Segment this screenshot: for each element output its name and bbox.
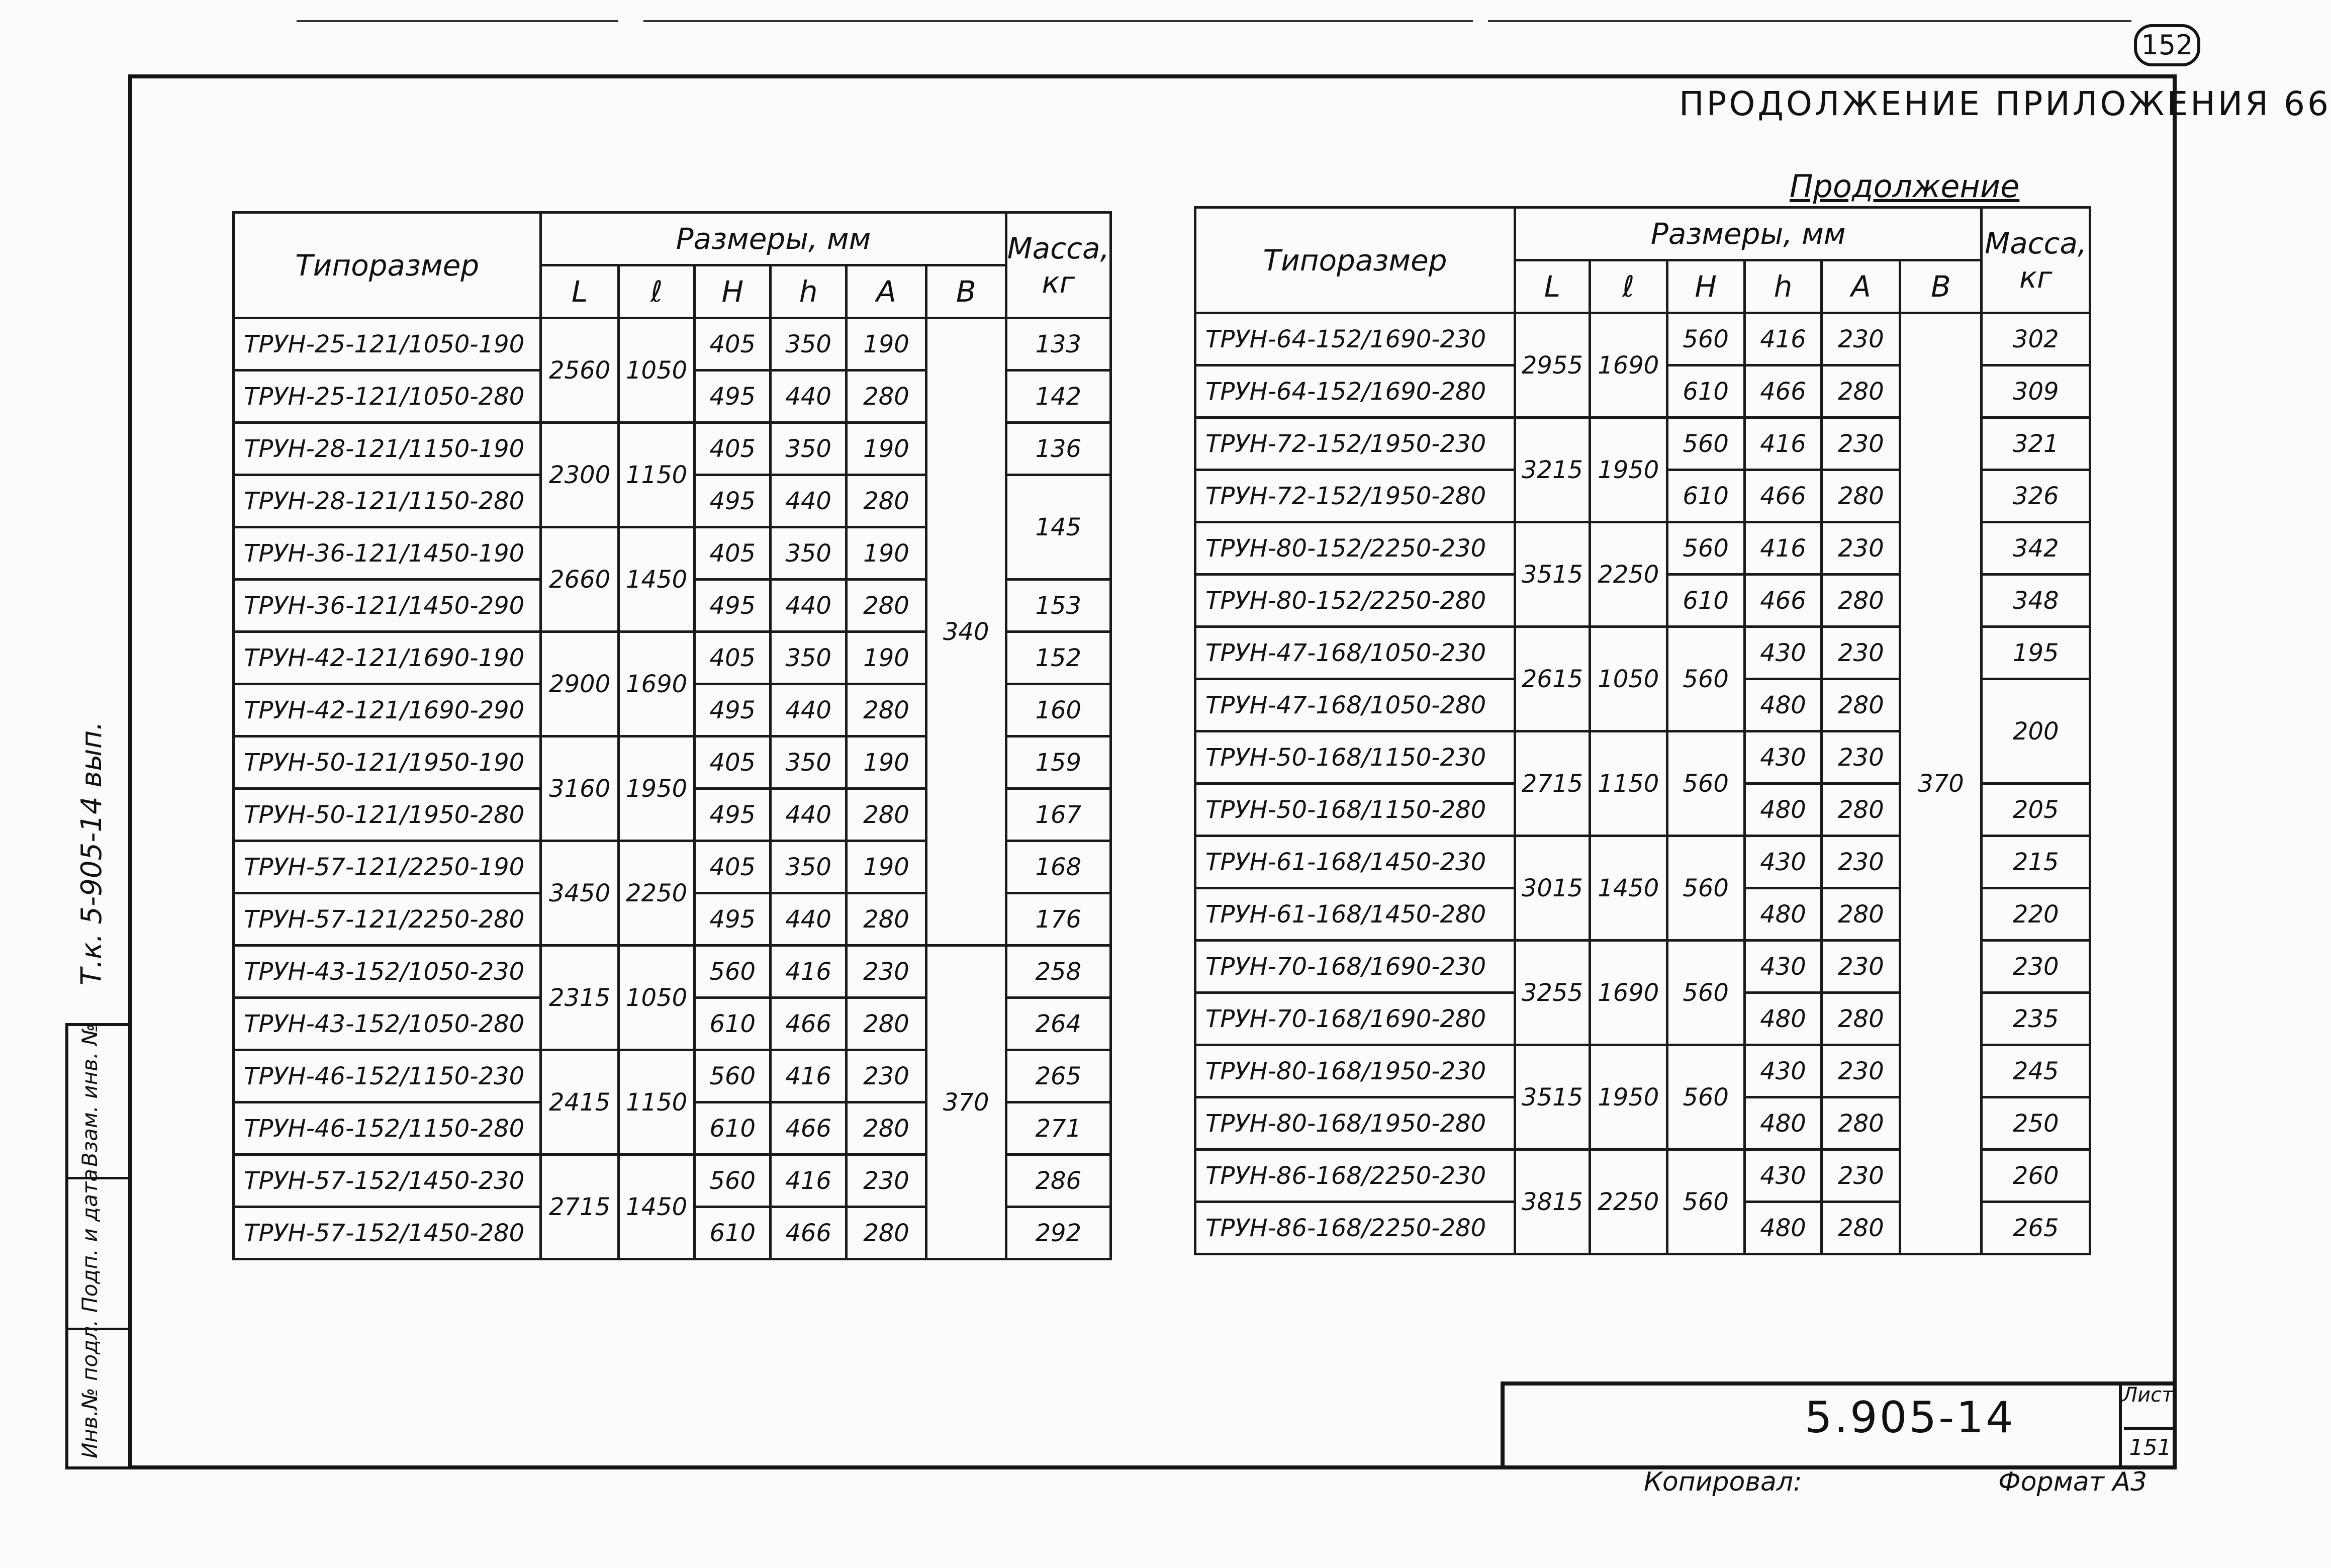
- A-cell: 280: [1822, 1097, 1900, 1150]
- col-header-l: ℓ: [618, 265, 695, 318]
- l-cell: 2250: [618, 841, 695, 946]
- type-cell: ТРУН-72-152/1950-230: [1195, 418, 1515, 470]
- type-cell: ТРУН-57-152/1450-280: [234, 1207, 541, 1259]
- col-header-mass: Масса, кг: [1982, 208, 2090, 313]
- col-header-B: B: [926, 265, 1006, 318]
- A-cell: 280: [847, 475, 926, 527]
- mass-cell: 292: [1006, 1207, 1110, 1259]
- L-cell: 2900: [541, 632, 618, 736]
- L-cell: 3255: [1515, 941, 1590, 1045]
- type-cell: ТРУН-80-168/1950-280: [1195, 1097, 1515, 1150]
- type-cell: ТРУН-50-121/1950-280: [234, 789, 541, 841]
- H-cell: 560: [1667, 836, 1744, 941]
- L-cell: 3160: [541, 736, 618, 841]
- H-cell: 495: [695, 475, 771, 527]
- replace-inv-label: Взам. инв. №: [77, 1023, 102, 1167]
- A-cell: 280: [1822, 575, 1900, 627]
- mass-cell: 168: [1006, 841, 1110, 893]
- type-cell: ТРУН-57-121/2250-280: [234, 893, 541, 946]
- l-cell: 1150: [618, 1050, 695, 1155]
- A-cell: 230: [1822, 941, 1900, 993]
- mass-cell: 245: [1982, 1045, 2090, 1097]
- sheet-number: 151: [2124, 1427, 2177, 1460]
- H-cell: 495: [695, 684, 771, 736]
- A-cell: 280: [1822, 888, 1900, 941]
- A-cell: 230: [1822, 418, 1900, 470]
- col-header-A: A: [847, 265, 926, 318]
- mass-cell: 152: [1006, 632, 1110, 684]
- h-cell: 416: [771, 1050, 847, 1102]
- table-row: [234, 318, 1111, 371]
- type-cell: ТРУН-47-168/1050-280: [1195, 679, 1515, 731]
- H-cell: 405: [695, 423, 771, 475]
- type-cell: ТРУН-46-152/1150-230: [234, 1050, 541, 1102]
- L-cell: 2615: [1515, 627, 1590, 731]
- H-cell: 610: [1667, 470, 1744, 522]
- h-cell: 480: [1744, 888, 1822, 941]
- type-cell: ТРУН-50-168/1150-280: [1195, 784, 1515, 836]
- A-cell: 280: [1822, 470, 1900, 522]
- h-cell: 350: [771, 736, 847, 789]
- type-cell: ТРУН-64-152/1690-230: [1195, 313, 1515, 365]
- type-cell: ТРУН-46-152/1150-280: [234, 1102, 541, 1155]
- continuation-subtitle: Продолжение: [1790, 168, 2020, 205]
- h-cell: 466: [771, 1102, 847, 1155]
- col-header-h: h: [1744, 260, 1822, 313]
- L-cell: 3015: [1515, 836, 1590, 941]
- B-cell: 370: [1900, 313, 1982, 1254]
- appendix-continuation-title: ПРОДОЛЖЕНИЕ ПРИЛОЖЕНИЯ 66: [1679, 84, 2331, 123]
- mass-cell: 167: [1006, 789, 1110, 841]
- l-cell: 1950: [618, 736, 695, 841]
- type-cell: ТРУН-43-152/1050-230: [234, 946, 541, 998]
- A-cell: 190: [847, 841, 926, 893]
- L-cell: 2715: [541, 1155, 618, 1259]
- H-cell: 610: [1667, 575, 1744, 627]
- h-cell: 350: [771, 632, 847, 684]
- type-cell: ТРУН-36-121/1450-190: [234, 527, 541, 580]
- l-cell: 1450: [618, 527, 695, 632]
- l-cell: 2250: [1590, 1150, 1667, 1254]
- mass-cell: 348: [1982, 575, 2090, 627]
- mass-cell: 142: [1006, 371, 1110, 423]
- table-row: [1195, 313, 2090, 365]
- l-cell: 1690: [1590, 941, 1667, 1045]
- H-cell: 405: [695, 736, 771, 789]
- mass-cell: 342: [1982, 522, 2090, 575]
- type-cell: ТРУН-25-121/1050-190: [234, 318, 541, 371]
- mass-cell: 133: [1006, 318, 1110, 371]
- type-cell: ТРУН-80-168/1950-230: [1195, 1045, 1515, 1097]
- col-header-H: H: [1667, 260, 1744, 313]
- h-cell: 350: [771, 841, 847, 893]
- l-cell: 1950: [1590, 418, 1667, 522]
- H-cell: 560: [695, 1155, 771, 1207]
- A-cell: 230: [1822, 313, 1900, 365]
- mass-cell: 153: [1006, 580, 1110, 632]
- H-cell: 560: [1667, 522, 1744, 575]
- h-cell: 480: [1744, 1097, 1822, 1150]
- type-cell: ТРУН-86-168/2250-280: [1195, 1202, 1515, 1254]
- h-cell: 416: [771, 1155, 847, 1207]
- L-cell: 2315: [541, 946, 618, 1050]
- H-cell: 560: [695, 1050, 771, 1102]
- type-cell: ТРУН-70-168/1690-280: [1195, 993, 1515, 1045]
- L-cell: 2415: [541, 1050, 618, 1155]
- type-cell: ТРУН-50-168/1150-230: [1195, 731, 1515, 784]
- l-cell: 1050: [1590, 627, 1667, 731]
- col-header-sizes: Размеры, мм: [1515, 208, 1982, 260]
- table-row: [234, 946, 1111, 998]
- h-cell: 466: [1744, 575, 1822, 627]
- l-cell: 1050: [618, 318, 695, 423]
- mass-cell: 326: [1982, 470, 2090, 522]
- h-cell: 466: [1744, 470, 1822, 522]
- format-label: Формат А3: [1998, 1467, 2148, 1497]
- sign-date-label: Подп. и дата: [77, 1168, 102, 1313]
- h-cell: 480: [1744, 784, 1822, 836]
- A-cell: 230: [1822, 731, 1900, 784]
- type-cell: ТРУН-80-152/2250-230: [1195, 522, 1515, 575]
- H-cell: 405: [695, 841, 771, 893]
- type-cell: ТРУН-61-168/1450-280: [1195, 888, 1515, 941]
- type-cell: ТРУН-61-168/1450-230: [1195, 836, 1515, 888]
- A-cell: 230: [1822, 1150, 1900, 1202]
- h-cell: 440: [771, 789, 847, 841]
- h-cell: 430: [1744, 941, 1822, 993]
- type-cell: ТРУН-28-121/1150-190: [234, 423, 541, 475]
- type-cell: ТРУН-57-121/2250-190: [234, 841, 541, 893]
- L-cell: 3515: [1515, 1045, 1590, 1150]
- mass-cell: 258: [1006, 946, 1110, 998]
- L-cell: 2955: [1515, 313, 1590, 418]
- A-cell: 280: [847, 893, 926, 946]
- type-cell: ТРУН-25-121/1050-280: [234, 371, 541, 423]
- H-cell: 495: [695, 580, 771, 632]
- A-cell: 280: [847, 1207, 926, 1259]
- L-cell: 2660: [541, 527, 618, 632]
- h-cell: 440: [771, 580, 847, 632]
- type-cell: ТРУН-47-168/1050-230: [1195, 627, 1515, 679]
- B-cell: 370: [926, 946, 1006, 1259]
- l-cell: 1050: [618, 946, 695, 1050]
- inv-orig-label: Инв.№ подл.: [77, 1319, 102, 1458]
- l-cell: 1690: [618, 632, 695, 736]
- mass-cell: 176: [1006, 893, 1110, 946]
- A-cell: 280: [847, 1102, 926, 1155]
- mass-cell: 220: [1982, 888, 2090, 941]
- type-cell: ТРУН-36-121/1450-290: [234, 580, 541, 632]
- l-cell: 1150: [1590, 731, 1667, 836]
- A-cell: 190: [847, 736, 926, 789]
- A-cell: 230: [847, 1050, 926, 1102]
- h-cell: 430: [1744, 627, 1822, 679]
- document-code: 5.905-14: [1805, 1393, 2015, 1443]
- type-cell: ТРУН-86-168/2250-230: [1195, 1150, 1515, 1202]
- col-header-B: B: [1900, 260, 1982, 313]
- mass-cell: 195: [1982, 627, 2090, 679]
- A-cell: 280: [847, 580, 926, 632]
- L-cell: 2560: [541, 318, 618, 423]
- h-cell: 480: [1744, 1202, 1822, 1254]
- h-cell: 440: [771, 893, 847, 946]
- col-header-l: ℓ: [1590, 260, 1667, 313]
- col-header-A: A: [1822, 260, 1900, 313]
- l-cell: 1450: [1590, 836, 1667, 941]
- spec-table-right: [1194, 206, 2091, 1255]
- h-cell: 350: [771, 423, 847, 475]
- mass-cell: 200: [1982, 679, 2090, 784]
- L-cell: 3515: [1515, 522, 1590, 627]
- A-cell: 280: [847, 789, 926, 841]
- h-cell: 430: [1744, 836, 1822, 888]
- H-cell: 610: [1667, 365, 1744, 418]
- h-cell: 440: [771, 371, 847, 423]
- H-cell: 560: [1667, 313, 1744, 365]
- L-cell: 2300: [541, 423, 618, 527]
- A-cell: 190: [847, 318, 926, 371]
- mass-cell: 302: [1982, 313, 2090, 365]
- type-cell: ТРУН-42-121/1690-190: [234, 632, 541, 684]
- h-cell: 416: [771, 946, 847, 998]
- A-cell: 230: [1822, 522, 1900, 575]
- album-reference: Т.к. 5-905-14 вып.: [75, 721, 108, 985]
- H-cell: 560: [1667, 941, 1744, 1045]
- A-cell: 190: [847, 423, 926, 475]
- l-cell: 1150: [618, 423, 695, 527]
- H-cell: 560: [1667, 731, 1744, 836]
- h-cell: 416: [1744, 418, 1822, 470]
- mass-cell: 160: [1006, 684, 1110, 736]
- A-cell: 190: [847, 632, 926, 684]
- h-cell: 430: [1744, 1150, 1822, 1202]
- spec-table-left: [232, 211, 1112, 1260]
- h-cell: 440: [771, 475, 847, 527]
- A-cell: 280: [847, 371, 926, 423]
- h-cell: 480: [1744, 993, 1822, 1045]
- h-cell: 466: [771, 998, 847, 1050]
- h-cell: 466: [771, 1207, 847, 1259]
- type-cell: ТРУН-57-152/1450-230: [234, 1155, 541, 1207]
- col-header-L: L: [1515, 260, 1590, 313]
- H-cell: 405: [695, 318, 771, 371]
- A-cell: 280: [847, 998, 926, 1050]
- h-cell: 416: [1744, 522, 1822, 575]
- H-cell: 610: [695, 998, 771, 1050]
- left-margin-strip: [65, 1023, 128, 1469]
- A-cell: 230: [1822, 627, 1900, 679]
- l-cell: 1950: [1590, 1045, 1667, 1150]
- mass-cell: 265: [1982, 1202, 2090, 1254]
- A-cell: 230: [1822, 1045, 1900, 1097]
- A-cell: 190: [847, 527, 926, 580]
- col-header-L: L: [541, 265, 618, 318]
- h-cell: 350: [771, 318, 847, 371]
- A-cell: 230: [847, 1155, 926, 1207]
- mass-cell: 264: [1006, 998, 1110, 1050]
- col-header-mass: Масса, кг: [1006, 213, 1110, 318]
- type-cell: ТРУН-28-121/1150-280: [234, 475, 541, 527]
- mass-cell: 260: [1982, 1150, 2090, 1202]
- A-cell: 230: [1822, 836, 1900, 888]
- h-cell: 466: [1744, 365, 1822, 418]
- copied-by-label: Копировал:: [1644, 1467, 1802, 1497]
- sheet-number-circle: 152: [2134, 24, 2200, 66]
- H-cell: 560: [1667, 627, 1744, 731]
- mass-cell: 159: [1006, 736, 1110, 789]
- H-cell: 495: [695, 371, 771, 423]
- l-cell: 1690: [1590, 313, 1667, 418]
- H-cell: 560: [1667, 1150, 1744, 1254]
- h-cell: 440: [771, 684, 847, 736]
- H-cell: 495: [695, 789, 771, 841]
- type-cell: ТРУН-50-121/1950-190: [234, 736, 541, 789]
- A-cell: 280: [1822, 679, 1900, 731]
- mass-cell: 309: [1982, 365, 2090, 418]
- H-cell: 610: [695, 1207, 771, 1259]
- type-cell: ТРУН-64-152/1690-280: [1195, 365, 1515, 418]
- A-cell: 280: [1822, 365, 1900, 418]
- sheet-label: Лист: [2122, 1383, 2174, 1407]
- A-cell: 230: [847, 946, 926, 998]
- H-cell: 610: [695, 1102, 771, 1155]
- A-cell: 280: [1822, 1202, 1900, 1254]
- mass-cell: 136: [1006, 423, 1110, 475]
- H-cell: 405: [695, 527, 771, 580]
- mass-cell: 215: [1982, 836, 2090, 888]
- A-cell: 280: [1822, 784, 1900, 836]
- h-cell: 430: [1744, 1045, 1822, 1097]
- type-cell: ТРУН-80-152/2250-280: [1195, 575, 1515, 627]
- H-cell: 560: [1667, 418, 1744, 470]
- mass-cell: 250: [1982, 1097, 2090, 1150]
- l-cell: 1450: [618, 1155, 695, 1259]
- H-cell: 405: [695, 632, 771, 684]
- B-cell: 340: [926, 318, 1006, 946]
- H-cell: 560: [1667, 1045, 1744, 1150]
- L-cell: 3450: [541, 841, 618, 946]
- H-cell: 495: [695, 893, 771, 946]
- h-cell: 480: [1744, 679, 1822, 731]
- A-cell: 280: [1822, 993, 1900, 1045]
- L-cell: 2715: [1515, 731, 1590, 836]
- h-cell: 416: [1744, 313, 1822, 365]
- mass-cell: 145: [1006, 475, 1110, 580]
- mass-cell: 230: [1982, 941, 2090, 993]
- mass-cell: 321: [1982, 418, 2090, 470]
- H-cell: 560: [695, 946, 771, 998]
- type-cell: ТРУН-42-121/1690-290: [234, 684, 541, 736]
- col-header-type: Типоразмер: [234, 213, 541, 318]
- type-cell: ТРУН-43-152/1050-280: [234, 998, 541, 1050]
- col-header-type: Типоразмер: [1195, 208, 1515, 313]
- mass-cell: 205: [1982, 784, 2090, 836]
- mass-cell: 271: [1006, 1102, 1110, 1155]
- h-cell: 350: [771, 527, 847, 580]
- A-cell: 280: [847, 684, 926, 736]
- mass-cell: 286: [1006, 1155, 1110, 1207]
- L-cell: 3215: [1515, 418, 1590, 522]
- mass-cell: 235: [1982, 993, 2090, 1045]
- h-cell: 430: [1744, 731, 1822, 784]
- col-header-h: h: [771, 265, 847, 318]
- l-cell: 2250: [1590, 522, 1667, 627]
- type-cell: ТРУН-72-152/1950-280: [1195, 470, 1515, 522]
- col-header-H: H: [695, 265, 771, 318]
- L-cell: 3815: [1515, 1150, 1590, 1254]
- col-header-sizes: Размеры, мм: [541, 213, 1006, 265]
- mass-cell: 265: [1006, 1050, 1110, 1102]
- type-cell: ТРУН-70-168/1690-230: [1195, 941, 1515, 993]
